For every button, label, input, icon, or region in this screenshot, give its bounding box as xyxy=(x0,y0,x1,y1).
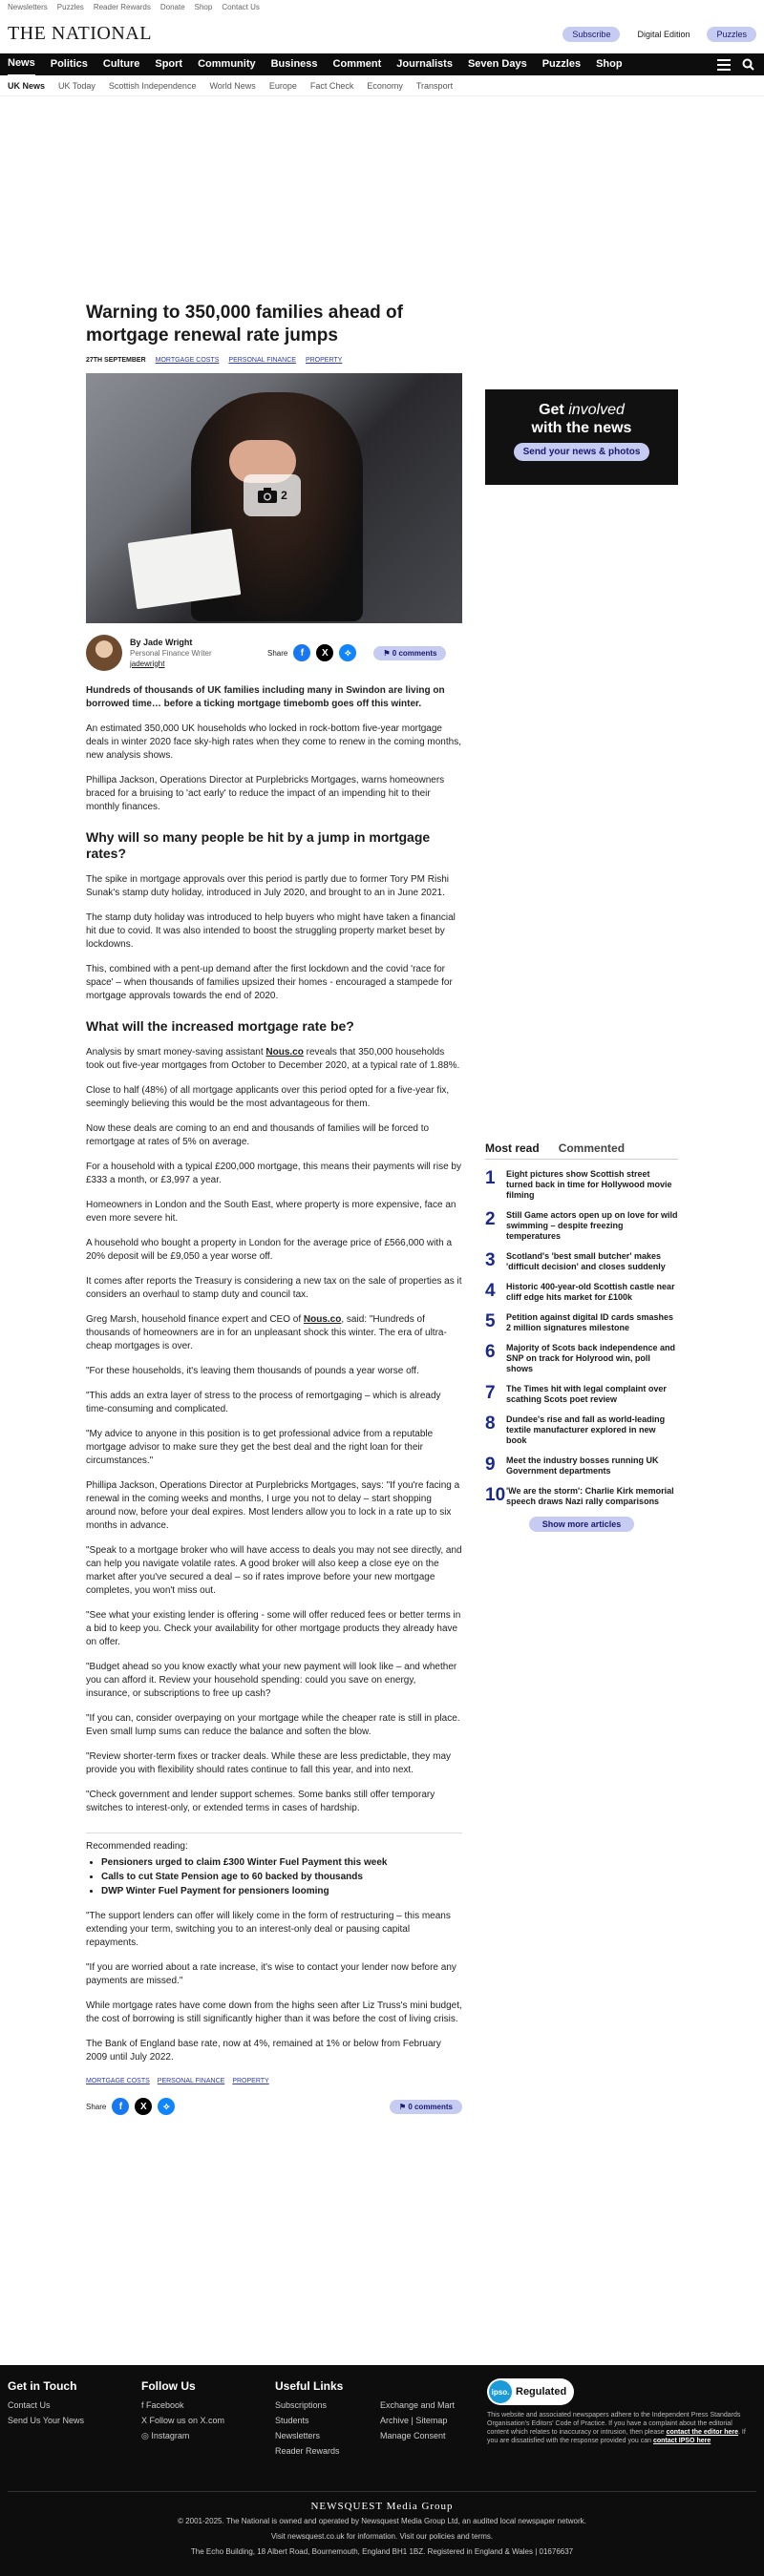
facebook-icon: f xyxy=(141,2400,147,2410)
ipso-logo: ipso. xyxy=(489,2380,512,2403)
photo-count: 2 xyxy=(281,489,287,502)
footer-link-facebook[interactable] xyxy=(141,2398,224,2413)
tab-commented[interactable]: Commented xyxy=(558,1141,626,1155)
contact-editor-link[interactable]: contact the editor here xyxy=(666,2429,739,2436)
footer-legal xyxy=(0,2499,764,2560)
footer-col-more xyxy=(380,2398,455,2443)
comments-count: 0 comments xyxy=(392,648,437,658)
author-name[interactable]: By Jade Wright xyxy=(130,637,193,647)
hero-image[interactable] xyxy=(86,373,462,623)
subnav-item-uk-today[interactable]: UK Today xyxy=(58,80,96,91)
ipso-badge-label: Regulated xyxy=(516,2386,567,2398)
most-read-title[interactable]: The Times hit with legal complaint over scathing Scots poet review xyxy=(506,1384,667,1404)
nav-item-culture[interactable]: Culture xyxy=(102,58,140,70)
share-label: Share xyxy=(86,2102,107,2111)
article-date: 27TH SEPTEMBER xyxy=(86,357,146,364)
article-body xyxy=(86,684,462,2064)
footer-link-x[interactable] xyxy=(141,2413,224,2428)
footer-link[interactable]: Subscriptions xyxy=(275,2400,328,2410)
rank-number: 2 xyxy=(485,1209,496,1229)
ipso-text-part: This website and associated newspapers adhere to the Independent Press Standards Organisation's Editors' Code of Practice. If you have a complaint about the editorial content which relates to inaccuracy or intrusion, then please xyxy=(487,2412,741,2436)
most-read-item[interactable] xyxy=(485,1343,678,1374)
footer-divider xyxy=(8,2491,756,2492)
subheading: Why will so many people be hit by a jump in mortgage rates? xyxy=(86,829,431,861)
util-link-reader-rewards[interactable]: Reader Rewards xyxy=(93,2,151,11)
footer-link[interactable]: Manage Consent xyxy=(380,2431,446,2440)
promo-text-italic: involved xyxy=(568,402,625,418)
author-avatar[interactable] xyxy=(86,635,122,671)
paragraph: "Check government and lender support schemes. Some banks still offer temporary switches to interest-only, or extended terms in cases of hardship. xyxy=(86,1790,435,1813)
article-headline: Warning to 350,000 families ahead of mortgage renewal rate jumps xyxy=(86,303,403,346)
footer-heading: Useful Links xyxy=(275,2379,344,2393)
footer-link-text: Facebook xyxy=(146,2400,184,2410)
rank-number: 10 xyxy=(485,1485,506,1505)
most-read-item[interactable] xyxy=(485,1456,678,1476)
paragraph: "Speak to a mortgage broker who will have access to deals you may not see directly, and can help you navigate volatile rates. A good broker will also keep a close eye on the market after you've secured a deal – so if rates improve before your new mortgage completes, you won't miss out. xyxy=(86,1545,462,1596)
digital-edition-button[interactable]: Digital Edition xyxy=(637,30,690,39)
site-logo[interactable]: THE NATIONAL xyxy=(8,22,152,44)
paragraph: "For these households, it's leaving them thousands of pounds a year worse off. xyxy=(86,1366,419,1376)
promo-text: with the news xyxy=(531,420,632,436)
visit-text: Visit newsquest.co.uk for information. Visit our policies and terms. xyxy=(270,2532,494,2541)
x-icon[interactable]: X xyxy=(135,2098,152,2115)
footer-link[interactable]: Contact Us xyxy=(8,2400,51,2410)
util-link-shop[interactable]: Shop xyxy=(194,2,213,11)
paragraph: Phillipa Jackson, Operations Director at Purplebricks Mortgages, says: "If you're facing a renewal in the coming weeks and months, I urge you not to delay – start shopping around now, before your deal expires. Most lenders allow you to lock in a rate up to six months in advance. xyxy=(86,1480,460,1531)
util-link-donate[interactable]: Donate xyxy=(159,2,185,11)
tag-personal-finance[interactable]: PERSONAL FINANCE xyxy=(157,2078,225,2084)
paragraph-text: , said: "Hundreds of thousands of homeowners are in for an unpleasant shock this winter. The era of ultra-cheap mortgages is over. xyxy=(86,1314,447,1351)
paragraph-text: reveals that 350,000 households took out five-year mortgages from October to December 2020, at a typical rate of 1.88%. xyxy=(86,1047,460,1071)
ipso-text-part: . If you are dissatisfied with the response provided you can xyxy=(487,2429,746,2444)
send-news-button[interactable]: Send your news & photos xyxy=(514,443,650,461)
share-label: Share xyxy=(267,648,288,658)
bluesky-icon[interactable]: ⟡ xyxy=(158,2098,175,2115)
subnav-item-scottish-independence[interactable]: Scottish Independence xyxy=(108,80,197,91)
main-nav xyxy=(0,53,764,75)
paragraph: "If you can, consider overpaying on your mortgage while the cheaper rate is still in place. Even small lump sums can reduce the balance and soften the blow. xyxy=(86,1713,460,1737)
paragraph: Close to half (48%) of all mortgage applicants over this period opted for a five-year fix, seemingly believing this would be the most advantageous for them. xyxy=(86,1085,450,1109)
footer-link-text: Instagram xyxy=(151,2431,190,2440)
nav-item-seven-days[interactable]: Seven Days xyxy=(467,58,527,70)
gallery-button[interactable] xyxy=(244,474,301,516)
promo-text: Get xyxy=(539,402,569,418)
comments-button[interactable]: ⚑ 0 comments xyxy=(373,646,446,660)
tag-mortgage-costs[interactable]: MORTGAGE COSTS xyxy=(86,2078,150,2084)
util-link-puzzles[interactable]: Puzzles xyxy=(56,2,84,11)
rank-number: 4 xyxy=(485,1281,496,1301)
subnav-item-europe[interactable]: Europe xyxy=(268,80,297,91)
footer-link[interactable]: Exchange and Mart xyxy=(380,2400,456,2410)
most-read-title[interactable]: Meet the industry bosses running UK Government departments xyxy=(506,1456,659,1476)
newsquest-logo[interactable]: NEWSQUEST Media Group xyxy=(310,2501,454,2512)
footer-link[interactable]: Newsletters xyxy=(275,2431,321,2440)
footer-link[interactable]: Students xyxy=(275,2416,309,2425)
most-read-title[interactable]: Scotland's 'best small butcher' makes 'difficult decision' and closes suddenly xyxy=(506,1251,666,1271)
subheading: What will the increased mortgage rate be? xyxy=(86,1018,354,1034)
recommended-title: Recommended reading: xyxy=(86,1841,188,1852)
author-role: Personal Finance Writer xyxy=(130,648,212,658)
subnav-item-economy[interactable]: Economy xyxy=(367,80,403,91)
nous-link[interactable]: Nous.co xyxy=(303,1314,342,1325)
facebook-icon[interactable]: f xyxy=(112,2098,129,2115)
rank-number: 1 xyxy=(485,1168,496,1188)
rank-number: 8 xyxy=(485,1414,496,1434)
footer-link[interactable]: Send Us Your News xyxy=(8,2416,85,2425)
paragraph: Phillipa Jackson, Operations Director at Purplebricks Mortgages, warns homeowners braced for a bruising to 'act early' to reduce the impact of an impending hit to their monthly finances. xyxy=(86,775,445,812)
article-standfirst: Hundreds of thousands of UK families including many in Swindon are living on borrowed time… before a ticking mortgage timebomb goes off this winter. xyxy=(86,685,445,709)
most-read-title[interactable]: Dundee's rise and fall as world-leading textile manufacturer explored in new book xyxy=(506,1414,666,1445)
sub-nav xyxy=(0,75,764,96)
address-text: The Echo Building, 18 Albert Road, Bournemouth, England BH1 1BZ. Registered in England & Wales | 01676637 xyxy=(190,2547,574,2556)
ipso-badge[interactable] xyxy=(487,2378,574,2405)
rank-number: 6 xyxy=(485,1342,496,1362)
rank-number: 7 xyxy=(485,1383,496,1403)
recommended-link[interactable]: • Calls to cut State Pension age to 60 backed by thousands xyxy=(101,1870,462,1884)
x-icon[interactable]: X xyxy=(316,644,333,661)
paragraph: The spike in mortgage approvals over this period is partly due to former Tory PM Rishi Sunak's stamp duty holiday, introduced in July 2020, and brought to an in June 2021. xyxy=(86,874,449,898)
article xyxy=(86,302,462,2115)
paragraph: "This adds an extra layer of stress to the process of remortgaging – which is already time-consuming and complicated. xyxy=(86,1391,441,1414)
nav-item-politics[interactable]: Politics xyxy=(50,58,88,70)
bluesky-icon[interactable]: ⟡ xyxy=(339,644,356,661)
nav-item-news[interactable]: News xyxy=(8,52,35,76)
most-read-item[interactable] xyxy=(485,1384,678,1405)
most-read-panel xyxy=(485,1141,678,1532)
paragraph: It comes after reports the Treasury is considering a new tax on the sale of properties as it considers an overhaul to stamp duty and council tax. xyxy=(86,1276,462,1300)
rank-number: 9 xyxy=(485,1455,496,1475)
nav-item-comment[interactable]: Comment xyxy=(332,58,382,70)
paragraph: While mortgage rates have come down from the highs seen after Liz Truss's mini budget, the cost of borrowing is still significantly higher than it was before the cost of living crisis. xyxy=(86,2000,462,2024)
ipso-text xyxy=(487,2411,754,2445)
recommended-reading xyxy=(86,1833,462,1898)
puzzles-button[interactable]: Puzzles xyxy=(707,27,756,42)
tag-property[interactable]: PROPERTY xyxy=(232,2078,269,2084)
nav-item-sport[interactable]: Sport xyxy=(155,58,183,70)
most-read-title[interactable]: Historic 400-year-old Scottish castle near cliff edge hits market for £100k xyxy=(506,1282,675,1302)
x-icon: X xyxy=(141,2416,150,2425)
paragraph: "See what your existing lender is offering - some will offer reduced fees or better terms in a bid to keep you. Check your availability for other mortgage products they already have on offer. xyxy=(86,1610,461,1647)
masthead xyxy=(0,13,764,53)
paragraph xyxy=(86,1313,462,1353)
footer-col-contact xyxy=(8,2378,84,2428)
paragraph: An estimated 350,000 UK households who locked in rock-bottom five-year mortgage deals in winter 2020 face sky-high rates when they come to renew in the coming months, new analysis shows. xyxy=(86,723,461,761)
comments-count: 0 comments xyxy=(408,2102,453,2111)
most-read-item[interactable] xyxy=(485,1169,678,1201)
most-read-title[interactable]: Still Game actors open up on love for wild swimming – despite freezing temperatures xyxy=(506,1210,678,1241)
nav-item-business[interactable]: Business xyxy=(270,58,318,70)
footer-link-instagram[interactable] xyxy=(141,2428,224,2443)
subnav-item-world-news[interactable]: World News xyxy=(209,80,256,91)
comments-button[interactable]: ⚑ 0 comments xyxy=(390,2100,462,2114)
paragraph: "If you are worried about a rate increase, it's wise to contact your lender now before any payments are missed." xyxy=(86,1962,456,1986)
contact-ipso-link[interactable]: contact IPSO here xyxy=(652,2438,711,2444)
util-link-contact[interactable]: Contact Us xyxy=(222,2,260,11)
tab-most-read[interactable]: Most read xyxy=(485,1141,540,1155)
tag-mortgage-costs[interactable]: MORTGAGE COSTS xyxy=(155,357,220,364)
send-news-promo xyxy=(485,389,678,485)
most-read-title[interactable]: 'We are the storm': Charlie Kirk memorial speech draws Nazi rally comparisons xyxy=(506,1486,674,1506)
paragraph: The Bank of England base rate, now at 4%, remained at 1% or below from February 2009 until July 2022. xyxy=(86,2039,441,2063)
menu-icon[interactable] xyxy=(717,59,731,71)
most-read-item[interactable] xyxy=(485,1312,678,1333)
utility-bar xyxy=(0,0,764,13)
article-tags-bottom xyxy=(86,2078,462,2084)
footer-link[interactable]: Reader Rewards xyxy=(275,2446,340,2456)
most-read-title[interactable]: Eight pictures show Scottish street turned back in time for Hollywood movie filming xyxy=(506,1169,672,1200)
search-icon[interactable] xyxy=(742,58,754,71)
rank-number: 3 xyxy=(485,1250,496,1270)
paragraph: Now these deals are coming to an end and thousands of families will be forced to remortgage at rates of 5% on average. xyxy=(86,1123,430,1147)
subnav-item-transport[interactable]: Transport xyxy=(415,80,454,91)
footer-link[interactable]: Archive | Sitemap xyxy=(380,2416,448,2425)
paragraph xyxy=(86,1046,462,1073)
subscribe-button[interactable]: Subscribe xyxy=(562,27,620,42)
most-read-title[interactable]: Petition against digital ID cards smashes 2 million signatures milestone xyxy=(506,1312,674,1332)
paragraph: Homeowners in London and the South East, where property is more expensive, face an even more severe hit. xyxy=(86,1200,456,1224)
facebook-icon[interactable]: f xyxy=(293,644,310,661)
most-read-item[interactable] xyxy=(485,1251,678,1272)
paragraph: A household who bought a property in London for the average price of £566,000 with a 20% deposit will be £9,050 a year worse off. xyxy=(86,1238,453,1262)
recommended-link[interactable]: • DWP Winter Fuel Payment for pensioners looming xyxy=(101,1884,462,1898)
paragraph: "Budget ahead so you know exactly what your new payment will look like – and whether you can afford it. Review your household spending: could you save on energy, insurance, or subscriptions to free up cash? xyxy=(86,1662,457,1699)
most-read-item[interactable] xyxy=(485,1210,678,1242)
most-read-item[interactable] xyxy=(485,1414,678,1446)
nav-item-community[interactable]: Community xyxy=(198,58,256,70)
share-bar xyxy=(267,644,446,661)
recommended-link[interactable]: • Pensioners urged to claim £300 Winter Fuel Payment this week xyxy=(101,1855,462,1870)
author-handle[interactable]: jadewright xyxy=(130,659,165,668)
nav-item-shop[interactable]: Shop xyxy=(596,58,623,70)
article-meta xyxy=(86,357,462,364)
most-read-item[interactable] xyxy=(485,1282,678,1303)
paragraph: "My advice to anyone in this position is to get professional advice from a reputable mortgage advisor to make sure they get the best deal and the right loan for their circumstances." xyxy=(86,1429,434,1466)
promo-heading xyxy=(485,401,678,437)
footer-col-follow xyxy=(141,2378,224,2443)
show-more-button[interactable]: Show more articles xyxy=(529,1517,634,1532)
subnav-item-fact-check[interactable]: Fact Check xyxy=(309,80,354,91)
footer-heading: Follow Us xyxy=(141,2379,196,2393)
util-link-newsletters[interactable]: Newsletters xyxy=(8,2,48,11)
site-footer xyxy=(0,2365,764,2576)
paragraph: The stamp duty holiday was introduced to help buyers who might have taken a financial hit due to covid. It was also intended to boost the struggling property market beset by lockdowns. xyxy=(86,912,456,950)
paragraph: "Review shorter-term fixes or tracker deals. While these are less predictable, they may provide you with flexibility should rates continue to fall this year, and into next. xyxy=(86,1751,452,1775)
subnav-title[interactable]: UK News xyxy=(8,80,46,91)
paragraph: "The support lenders can offer will likely come in the form of restructuring – this means extending your term, switching you to an interest-only deal or pausing capital repayments. xyxy=(86,1911,451,1948)
rank-number: 5 xyxy=(485,1311,496,1331)
nav-item-journalists[interactable]: Journalists xyxy=(396,58,453,70)
paragraph-text: Analysis by smart money-saving assistant xyxy=(86,1047,266,1058)
ipso-notice xyxy=(487,2378,754,2445)
share-bar-bottom xyxy=(86,2098,462,2115)
instagram-icon: ◎ xyxy=(141,2431,152,2440)
nav-item-puzzles[interactable]: Puzzles xyxy=(541,58,582,70)
byline xyxy=(86,633,462,673)
tag-personal-finance[interactable]: PERSONAL FINANCE xyxy=(228,357,296,364)
paragraph: This, combined with a pent-up demand after the first lockdown and the covid 'race for space' – when thousands of families upsized their homes - encouraged a stampede for mortgage approvals towards the end of 2020. xyxy=(86,964,453,1001)
paragraph: For a household with a typical £200,000 mortgage, this means their payments will rise by £333 a month, or £3,997 a year. xyxy=(86,1162,461,1185)
most-read-title[interactable]: Majority of Scots back independence and SNP on track for Holyrood win, poll shows xyxy=(506,1343,676,1373)
footer-col-useful xyxy=(275,2378,343,2459)
tag-property[interactable]: PROPERTY xyxy=(305,357,343,364)
copyright-text: © 2001-2025. The National is owned and operated by Newsquest Media Group Ltd, an audited local newspaper network. xyxy=(178,2517,586,2525)
nous-link[interactable]: Nous.co xyxy=(265,1047,304,1058)
footer-heading: Get in Touch xyxy=(8,2379,77,2393)
footer-link-text: Follow us on X.com xyxy=(149,2416,225,2425)
camera-icon xyxy=(257,487,278,504)
paragraph-text: Greg Marsh, household finance expert and CEO of xyxy=(86,1314,304,1325)
most-read-item[interactable] xyxy=(485,1486,678,1507)
